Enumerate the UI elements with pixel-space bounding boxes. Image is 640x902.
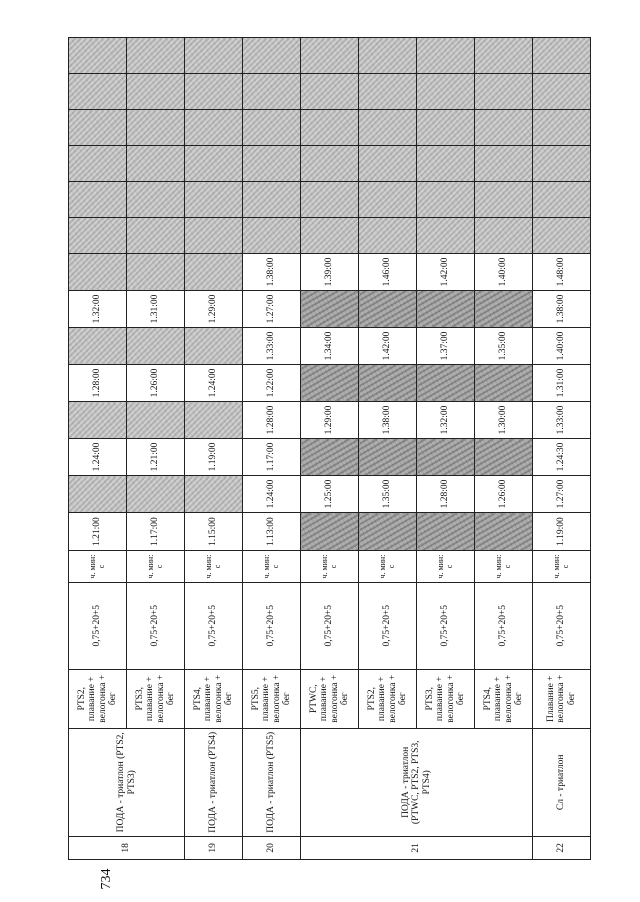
unit-cell: ч. мин: с [417, 551, 475, 583]
time-cell: 1.31:00 [127, 290, 185, 327]
row-number: 22 [533, 836, 591, 859]
shaded-cell [475, 513, 533, 551]
shaded-cell [243, 146, 301, 182]
shaded-cell [127, 110, 185, 146]
shaded-cell [301, 74, 359, 110]
shaded-cell [69, 217, 127, 253]
row-number: 18 [69, 836, 185, 859]
class-cell: PTS3, плавание + велогонка + бег [127, 669, 185, 728]
row-number: 20 [243, 836, 301, 859]
time-cell: 1.22:00 [243, 364, 301, 401]
shaded-cell [69, 253, 127, 290]
shaded-cell [417, 74, 475, 110]
shaded-cell [301, 38, 359, 74]
time-cell: 1.28:00 [417, 476, 475, 513]
time-cell: 1.38:00 [533, 290, 591, 327]
unit-cell: ч. мин: с [475, 551, 533, 583]
shaded-cell [243, 74, 301, 110]
shaded-cell [359, 217, 417, 253]
discipline-cell: ПОДА - триатлон (PTWC, PTS2, PTS3, PTS4) [301, 728, 533, 836]
shaded-cell [417, 513, 475, 551]
unit-cell: ч. мин: с [127, 551, 185, 583]
time-cell: 1.42:00 [359, 327, 417, 364]
time-cell: 1.17:00 [127, 513, 185, 551]
shaded-cell [69, 476, 127, 513]
class-cell: PTS2, плавание + велогонка + бег [69, 669, 127, 728]
time-cell: 1.28:00 [243, 402, 301, 439]
class-cell: Плавание + велогонка + бег [533, 669, 591, 728]
shaded-cell [533, 217, 591, 253]
shaded-cell [475, 110, 533, 146]
class-cell: PTS4, плавание + велогонка + бег [475, 669, 533, 728]
distance-cell: 0,75+20+5 [301, 582, 359, 669]
shaded-cell [359, 182, 417, 218]
time-cell: 1.48:00 [533, 253, 591, 290]
unit-cell: ч. мин: с [533, 551, 591, 583]
shaded-cell [475, 38, 533, 74]
shaded-cell [185, 476, 243, 513]
shaded-cell [185, 217, 243, 253]
shaded-cell [475, 74, 533, 110]
shaded-cell [185, 110, 243, 146]
time-cell: 1.31:00 [533, 364, 591, 401]
shaded-cell [243, 38, 301, 74]
shaded-cell [359, 146, 417, 182]
distance-cell: 0,75+20+5 [533, 582, 591, 669]
shaded-cell [301, 217, 359, 253]
shaded-cell [475, 146, 533, 182]
shaded-cell [301, 110, 359, 146]
shaded-cell [533, 182, 591, 218]
time-cell: 1.38:00 [359, 402, 417, 439]
row-number: 19 [185, 836, 243, 859]
time-cell: 1.24:00 [69, 439, 127, 476]
shaded-cell [475, 290, 533, 327]
shaded-cell [533, 38, 591, 74]
table-row [533, 38, 591, 860]
time-cell: 1.21:00 [127, 439, 185, 476]
shaded-cell [475, 217, 533, 253]
time-cell: 1.21:00 [69, 513, 127, 551]
shaded-cell [243, 217, 301, 253]
distance-cell: 0,75+20+5 [127, 582, 185, 669]
shaded-cell [69, 110, 127, 146]
distance-cell: 0,75+20+5 [417, 582, 475, 669]
shaded-cell [475, 182, 533, 218]
shaded-cell [533, 110, 591, 146]
time-cell: 1.40:00 [533, 327, 591, 364]
time-cell: 1.37:00 [417, 327, 475, 364]
shaded-cell [417, 217, 475, 253]
time-cell: 1.24:00 [243, 476, 301, 513]
discipline-cell: Сл - триатлон [533, 728, 591, 836]
time-cell: 1.32:00 [417, 402, 475, 439]
distance-cell: 0,75+20+5 [475, 582, 533, 669]
shaded-cell [185, 402, 243, 439]
time-cell: 1.34:00 [301, 327, 359, 364]
shaded-cell [127, 182, 185, 218]
shaded-cell [301, 182, 359, 218]
time-cell: 1.17:00 [243, 439, 301, 476]
shaded-cell [301, 513, 359, 551]
shaded-cell [359, 439, 417, 476]
time-cell: 1.38:00 [243, 253, 301, 290]
shaded-cell [185, 74, 243, 110]
shaded-cell [417, 182, 475, 218]
shaded-cell [417, 146, 475, 182]
table-row [301, 38, 359, 860]
table-row [243, 38, 301, 860]
shaded-cell [533, 74, 591, 110]
time-cell: 1.35:00 [359, 476, 417, 513]
discipline-cell: ПОДА - триатлон (PTS2, PTS3) [69, 728, 185, 836]
time-cell: 1.15:00 [185, 513, 243, 551]
standards-table [68, 37, 591, 860]
time-cell: 1.27:00 [243, 290, 301, 327]
shaded-cell [243, 110, 301, 146]
time-cell: 1.42:00 [417, 253, 475, 290]
page-number: 734 [99, 868, 114, 890]
shaded-cell [417, 38, 475, 74]
shaded-cell [69, 182, 127, 218]
shaded-cell [301, 290, 359, 327]
class-cell: PTS5, плавание + велогонка + бег [243, 669, 301, 728]
time-cell: 1.24:00 [185, 364, 243, 401]
time-cell: 1.28:00 [69, 364, 127, 401]
shaded-cell [359, 364, 417, 401]
shaded-cell [127, 327, 185, 364]
shaded-cell [127, 217, 185, 253]
time-cell: 1.27:00 [533, 476, 591, 513]
distance-cell: 0,75+20+5 [243, 582, 301, 669]
time-cell: 1.30:00 [475, 402, 533, 439]
shaded-cell [359, 110, 417, 146]
shaded-cell [243, 182, 301, 218]
shaded-cell [127, 253, 185, 290]
shaded-cell [185, 38, 243, 74]
unit-cell: ч. мин: с [301, 551, 359, 583]
unit-cell: ч. мин: с [243, 551, 301, 583]
table-row [185, 38, 243, 860]
distance-cell: 0,75+20+5 [359, 582, 417, 669]
time-cell: 1.29:00 [185, 290, 243, 327]
shaded-cell [475, 364, 533, 401]
discipline-cell: ПОДА - триатлон (PTS4) [185, 728, 243, 836]
discipline-cell: ПОДА - триатлон (PTS5) [243, 728, 301, 836]
time-cell: 1.26:00 [127, 364, 185, 401]
time-cell: 1.32:00 [69, 290, 127, 327]
class-cell: PTS3, плавание + велогонка + бег [417, 669, 475, 728]
shaded-cell [69, 74, 127, 110]
time-cell: 1.40:00 [475, 253, 533, 290]
shaded-cell [185, 253, 243, 290]
shaded-cell [301, 439, 359, 476]
time-cell: 1.13:00 [243, 513, 301, 551]
unit-cell: ч. мин: с [69, 551, 127, 583]
shaded-cell [417, 290, 475, 327]
shaded-cell [359, 74, 417, 110]
distance-cell: 0,75+20+5 [185, 582, 243, 669]
class-cell: PTS2, плавание + велогонка + бег [359, 669, 417, 728]
shaded-cell [475, 439, 533, 476]
shaded-cell [185, 327, 243, 364]
shaded-cell [185, 146, 243, 182]
shaded-cell [417, 364, 475, 401]
shaded-cell [127, 402, 185, 439]
shaded-cell [359, 38, 417, 74]
shaded-cell [69, 327, 127, 364]
shaded-cell [127, 476, 185, 513]
shaded-cell [417, 110, 475, 146]
shaded-cell [301, 146, 359, 182]
unit-cell: ч. мин: с [359, 551, 417, 583]
time-cell: 1.35:00 [475, 327, 533, 364]
shaded-cell [301, 364, 359, 401]
time-cell: 1.33:00 [533, 402, 591, 439]
class-cell: PTWC, плавание + велогонка + бег [301, 669, 359, 728]
shaded-cell [417, 439, 475, 476]
shaded-cell [533, 146, 591, 182]
shaded-cell [359, 513, 417, 551]
time-cell: 1.46:00 [359, 253, 417, 290]
shaded-cell [69, 38, 127, 74]
shaded-cell [69, 146, 127, 182]
rotated-table-container [68, 37, 577, 860]
shaded-cell [185, 182, 243, 218]
time-cell: 1.25:00 [301, 476, 359, 513]
class-cell: PTS4, плавание + велогонка + бег [185, 669, 243, 728]
time-cell: 1.29:00 [301, 402, 359, 439]
unit-cell: ч. мин: с [185, 551, 243, 583]
time-cell: 1.26:00 [475, 476, 533, 513]
row-number: 21 [301, 836, 533, 859]
time-cell: 1.24:30 [533, 439, 591, 476]
time-cell: 1.33:00 [243, 327, 301, 364]
shaded-cell [127, 74, 185, 110]
shaded-cell [127, 38, 185, 74]
time-cell: 1.19:00 [533, 513, 591, 551]
time-cell: 1.39:00 [301, 253, 359, 290]
table-row [69, 38, 127, 860]
shaded-cell [69, 402, 127, 439]
time-cell: 1.19:00 [185, 439, 243, 476]
shaded-cell [359, 290, 417, 327]
distance-cell: 0,75+20+5 [69, 582, 127, 669]
shaded-cell [127, 146, 185, 182]
